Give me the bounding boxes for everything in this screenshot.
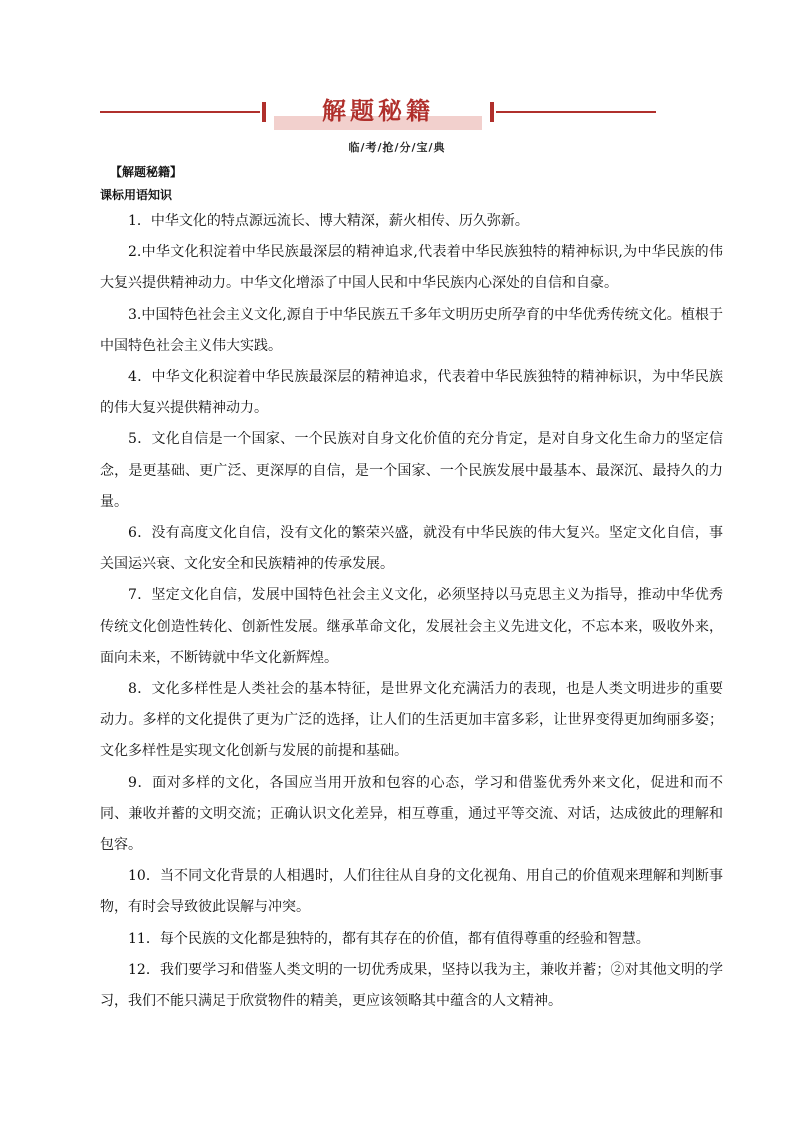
- knowledge-item-11: 11．每个民族的文化都是独特的，都有其存在的价值，都有值得尊重的经验和智慧。: [128, 930, 650, 947]
- section-tag: 【解题秘籍】: [110, 165, 183, 179]
- knowledge-item-8: 8．文化多样性是人类社会的基本特征，是世界文化充满活力的表现，也是人类文明进步的重要动力。多样的文化提供了更为广泛的选择，让人们的生活更加丰富多彩，让世界变得更加绚丽多姿；文化多样性是实现文化创新与发展的前提和基础。: [100, 681, 723, 760]
- knowledge-item-4: 4．中华文化积淀着中华民族最深层的精神追求，代表着中华民族独特的精神标识，为中华民族的伟大复兴提供精神动力。: [100, 369, 723, 417]
- title-box: [274, 96, 482, 130]
- knowledge-item-10: 10．当不同文化背景的人相遇时，人们往往从自身的文化视角、用自己的价值观来理解和判断事物，有时会导致彼此误解与冲突。: [100, 868, 723, 916]
- knowledge-item-5: 5．文化自信是一个国家、一个民族对自身文化价值的充分肯定，是对自身文化生命力的坚定信念，是更基础、更广泛、更深厚的自信，是一个国家、一个民族发展中最基本、最深沉、最持久的力量。: [100, 431, 723, 510]
- knowledge-item-6: 6．没有高度文化自信，没有文化的繁荣兴盛，就没有中华民族的伟大复兴。坚定文化自信，事关国运兴衰、文化安全和民族精神的传承发展。: [100, 525, 723, 573]
- header-bar-left: [262, 102, 266, 122]
- page-title: 解题秘籍: [322, 97, 434, 125]
- knowledge-item-1: 1．中华文化的特点源远流长、博大精深，薪火相传、历久弥新。: [128, 213, 529, 229]
- knowledge-item-12: 12．我们要学习和借鉴人类文明的一切优秀成果，坚持以我为主，兼收并蓄；②对其他文明的学习，我们不能只满足于欣赏物件的精美，更应该领略其中蕴含的人文精神。: [100, 961, 723, 1010]
- header-rule-right: [496, 111, 656, 113]
- header-bar-right: [490, 102, 494, 122]
- document-body: [100, 160, 723, 1017]
- page-subtitle: 临/考/抢/分/宝/典: [348, 141, 446, 154]
- knowledge-item-3: 3.中国特色社会主义文化,源自于中华民族五千多年文明历史所孕育的中华优秀传统文化。植根于中国特色社会主义伟大实践。: [100, 306, 723, 354]
- header-banner: [100, 92, 656, 132]
- knowledge-item-2: 2.中华文化积淀着中华民族最深层的精神追求,代表着中华民族独特的精神标识,为中华民族的伟大复兴提供精神动力。中华文化增添了中国人民和中华民族内心深处的自信和自豪。: [100, 244, 723, 292]
- header-rule-left: [100, 111, 260, 113]
- section-heading: 课标用语知识: [100, 188, 173, 202]
- knowledge-item-7: 7．坚定文化自信，发展中国特色社会主义文化，必须坚持以马克思主义为指导，推动中华优秀传统文化创造性转化、创新性发展。继承革命文化，发展社会主义先进文化，不忘本来，吸收外来，面向未来，不断铸就中华文化新辉煌。: [100, 587, 723, 666]
- knowledge-item-9: 9．面对多样的文化，各国应当用开放和包容的心态，学习和借鉴优秀外来文化，促进和而不同、兼收并蓄的文明交流；正确认识文化差异，相互尊重，通过平等交流、对话，达成彼此的理解和包容。: [100, 774, 723, 854]
